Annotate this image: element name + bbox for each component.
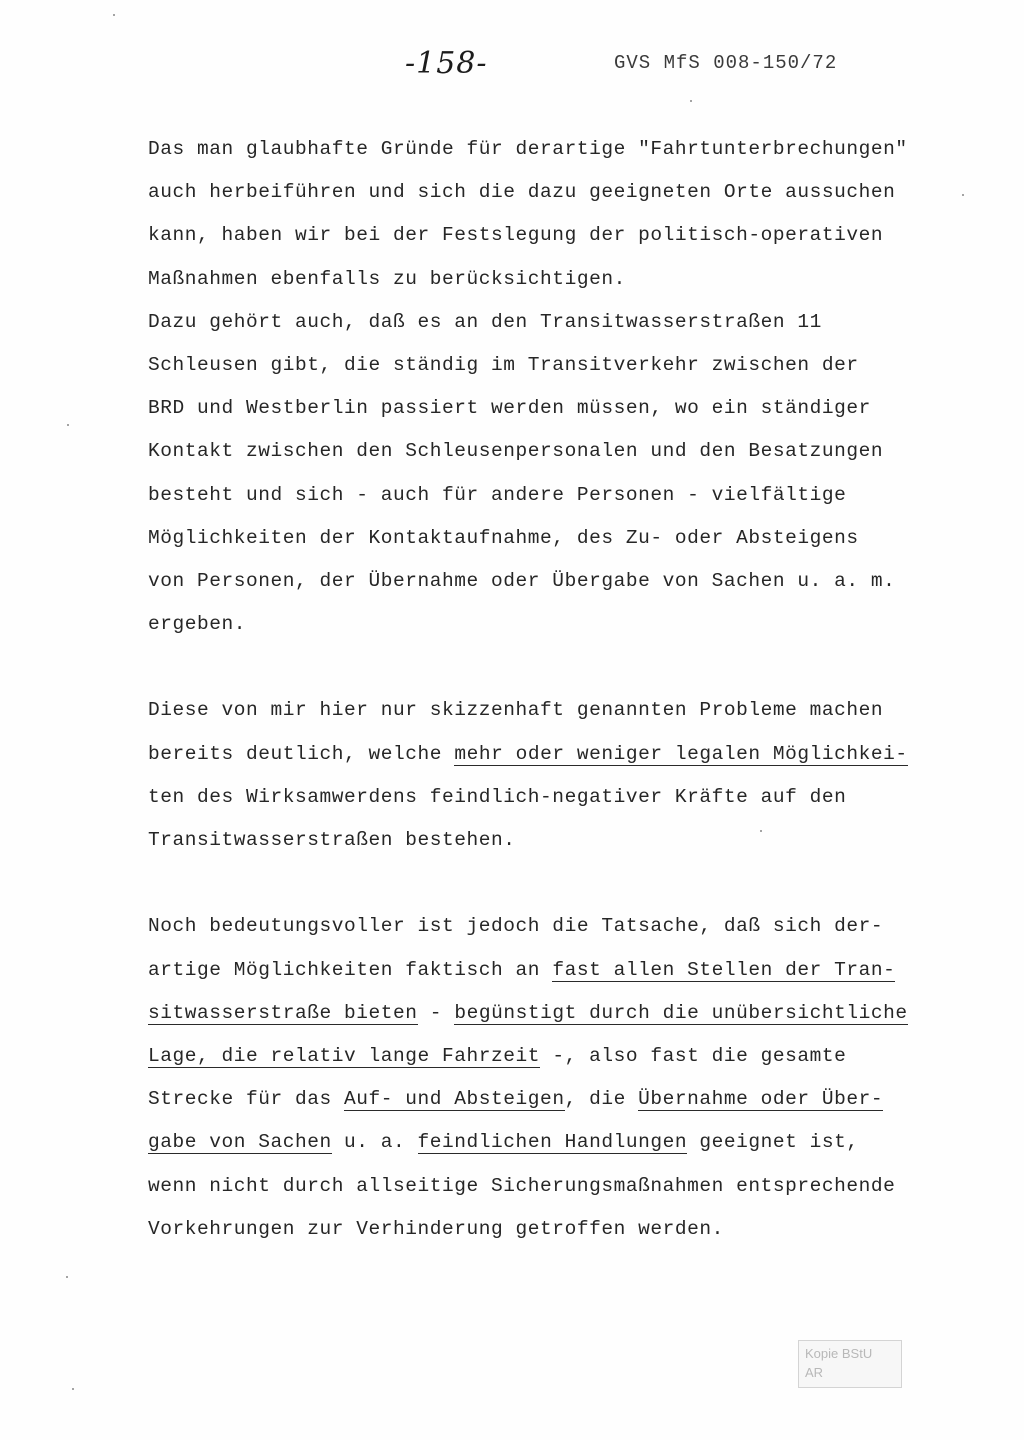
text-segment: Diese von mir hier nur skizzenhaft genannten Probleme machen bbox=[148, 699, 884, 722]
paragraph bbox=[148, 134, 968, 652]
text-line bbox=[148, 393, 968, 436]
text-line bbox=[148, 264, 968, 307]
text-segment: - bbox=[417, 1001, 455, 1024]
text-line bbox=[148, 307, 968, 350]
document-body bbox=[148, 134, 968, 1257]
underlined-text: begünstigt durch die unübersichtliche bbox=[454, 1001, 908, 1024]
underlined-text: feindlichen Handlungen bbox=[417, 1131, 688, 1154]
text-line bbox=[148, 825, 968, 868]
text-segment: Schleusen gibt, die ständig im Transitverkehr zwischen der bbox=[148, 353, 859, 376]
text-segment: Kontakt zwischen den Schleusenpersonalen und den Besatzungen bbox=[148, 440, 884, 463]
text-segment: , die bbox=[564, 1088, 639, 1111]
text-segment: besteht und sich - auch für andere Personen - vielfältige bbox=[148, 483, 847, 506]
text-segment: kann, haben wir bei der Festslegung der politisch-operativen bbox=[148, 224, 884, 247]
paragraph bbox=[148, 695, 968, 868]
text-line bbox=[148, 177, 968, 220]
text-line bbox=[148, 566, 968, 609]
text-line bbox=[148, 955, 968, 998]
text-line bbox=[148, 350, 968, 393]
scan-speck bbox=[66, 1276, 68, 1278]
scan-speck bbox=[67, 424, 69, 426]
underlined-text: Lage, die relativ lange Fahrzeit bbox=[148, 1044, 541, 1067]
text-line bbox=[148, 782, 968, 825]
text-line bbox=[148, 739, 968, 782]
paragraph-gap bbox=[148, 868, 968, 911]
text-line bbox=[148, 436, 968, 479]
text-segment: bereits deutlich, welche bbox=[148, 742, 455, 765]
text-line bbox=[148, 695, 968, 738]
text-segment: Möglichkeiten der Kontaktaufnahme, des Zu- oder Absteigens bbox=[148, 526, 859, 549]
text-segment: von Personen, der Übernahme oder Übergabe von Sachen u. a. m. bbox=[148, 569, 896, 592]
scan-speck bbox=[113, 14, 115, 16]
text-line bbox=[148, 523, 968, 566]
stamp-line-1: Kopie BStU bbox=[805, 1346, 873, 1361]
text-segment: Dazu gehört auch, daß es an den Transitwasserstraßen 11 bbox=[148, 310, 822, 333]
text-segment: BRD und Westberlin passiert werden müssen, wo ein ständiger bbox=[148, 397, 871, 420]
scan-speck bbox=[72, 1388, 74, 1390]
text-line bbox=[148, 1214, 968, 1257]
text-segment: u. a. bbox=[331, 1131, 418, 1154]
text-line bbox=[148, 480, 968, 523]
scan-speck bbox=[760, 830, 762, 832]
text-segment: Maßnahmen ebenfalls zu berücksichtigen. bbox=[148, 267, 626, 290]
text-segment: -, also fast die gesamte bbox=[540, 1044, 847, 1067]
underlined-text: mehr oder weniger legalen Möglichkei- bbox=[454, 742, 908, 765]
text-line bbox=[148, 1171, 968, 1214]
text-line bbox=[148, 998, 968, 1041]
page-header bbox=[0, 46, 1024, 80]
text-segment: Vorkehrungen zur Verhinderung getroffen werden. bbox=[148, 1217, 724, 1240]
text-line bbox=[148, 609, 968, 652]
text-line bbox=[148, 1084, 968, 1127]
text-segment: Strecke für das bbox=[148, 1088, 345, 1111]
archive-stamp bbox=[798, 1340, 902, 1388]
text-segment: artige Möglichkeiten faktisch an bbox=[148, 958, 553, 981]
text-segment: ergeben. bbox=[148, 613, 247, 636]
underlined-text: gabe von Sachen bbox=[148, 1131, 332, 1154]
page-number: -158- bbox=[405, 46, 488, 81]
paragraph bbox=[148, 911, 968, 1257]
underlined-text: sitwasserstraße bieten bbox=[148, 1001, 418, 1024]
text-segment: geeignet ist, bbox=[687, 1131, 859, 1154]
underlined-text: Auf- und Absteigen bbox=[344, 1088, 565, 1111]
document-reference: GVS MfS 008-150/72 bbox=[614, 52, 838, 74]
stamp-line-2: AR bbox=[805, 1365, 824, 1380]
text-segment: Noch bedeutungsvoller ist jedoch die Tatsache, daß sich der- bbox=[148, 915, 884, 938]
text-segment: Das man glaubhafte Gründe für derartige "Fahrtunterbrechungen" bbox=[148, 138, 908, 160]
scan-speck bbox=[962, 194, 964, 196]
text-line bbox=[148, 911, 968, 954]
underlined-text: Übernahme oder Über- bbox=[638, 1088, 884, 1111]
text-segment: Transitwasserstraßen bestehen. bbox=[148, 829, 516, 851]
scan-speck bbox=[690, 100, 692, 102]
paragraph-gap bbox=[148, 652, 968, 695]
text-line bbox=[148, 1041, 968, 1084]
text-segment: auch herbeiführen und sich die dazu geeigneten Orte aussuchen bbox=[148, 181, 896, 204]
underlined-text: fast allen Stellen der Tran- bbox=[552, 958, 896, 981]
text-segment: ten des Wirksamwerdens feindlich-negativer Kräfte auf den bbox=[148, 785, 847, 808]
text-line bbox=[148, 220, 968, 263]
text-line bbox=[148, 1127, 968, 1170]
text-line bbox=[148, 134, 968, 177]
text-segment: wenn nicht durch allseitige Sicherungsmaßnahmen entsprechende bbox=[148, 1174, 896, 1197]
